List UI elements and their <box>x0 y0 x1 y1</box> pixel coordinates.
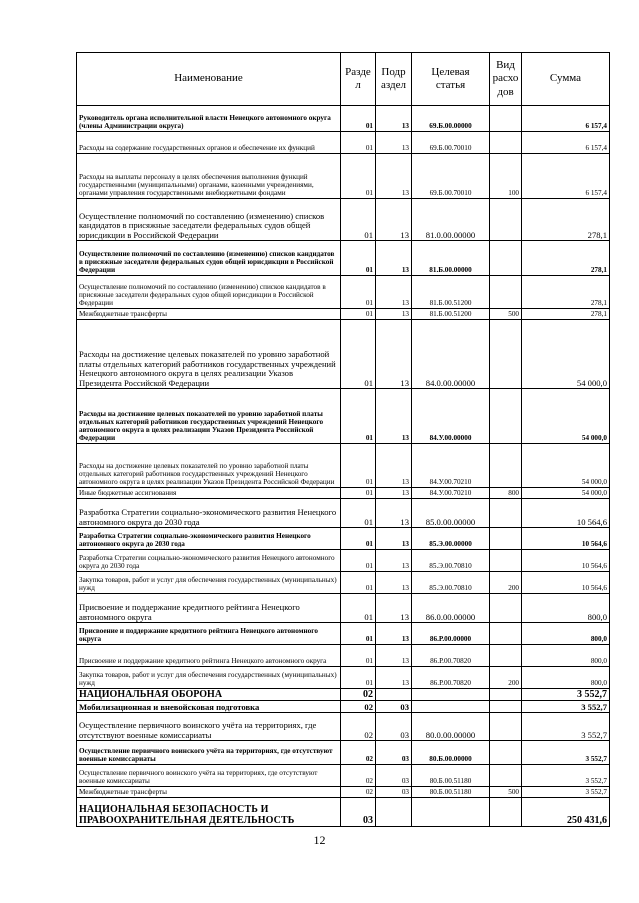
row-name: Осуществление полномочий по составлению (изменению) списков кандидатов в присяжные заседатели федеральных судов общей юрисдикции в Российской Федерации <box>77 199 341 241</box>
row-target: 81.Б.00.00000 <box>412 241 490 276</box>
row-podrazdel: 13 <box>376 199 412 241</box>
row-razdel: 01 <box>341 320 376 389</box>
row-vid <box>490 741 522 765</box>
row-podrazdel: 13 <box>376 132 412 154</box>
row-name: Разработка Стратегии социально-экономического развития Ненецкого автономного округа до 2030 года <box>77 550 341 572</box>
table-row <box>77 199 610 241</box>
row-razdel: 02 <box>341 787 376 798</box>
table-row <box>77 528 610 550</box>
table-row <box>77 241 610 276</box>
row-vid <box>490 528 522 550</box>
row-vid: 800 <box>490 488 522 499</box>
table-row <box>77 689 610 701</box>
row-podrazdel: 13 <box>376 623 412 645</box>
row-vid <box>490 199 522 241</box>
row-razdel: 01 <box>341 154 376 199</box>
table-row <box>77 701 610 713</box>
row-vid <box>490 389 522 444</box>
row-target: 69.Б.00.70010 <box>412 154 490 199</box>
row-name: Присвоение и поддержание кредитного рейтинга Ненецкого автономного округа <box>77 623 341 645</box>
row-vid <box>490 765 522 787</box>
row-podrazdel: 03 <box>376 741 412 765</box>
table-row <box>77 488 610 499</box>
row-podrazdel: 13 <box>376 154 412 199</box>
row-target: 84.У.00.70210 <box>412 488 490 499</box>
row-sum: 10 564,6 <box>522 572 610 594</box>
row-name: Мобилизационная и вневойсковая подготовка <box>77 701 341 713</box>
row-target: 86.Р.00.70820 <box>412 667 490 689</box>
row-sum: 278,1 <box>522 309 610 320</box>
row-name: Осуществление полномочий по составлению (изменению) списков кандидатов в присяжные заседатели федеральных судов общей юрисдикции в Российской Федерации <box>77 241 341 276</box>
header-name: Наименование <box>77 53 341 106</box>
row-target: 84.0.00.00000 <box>412 320 490 389</box>
row-vid <box>490 499 522 528</box>
row-podrazdel: 13 <box>376 389 412 444</box>
row-podrazdel: 13 <box>376 309 412 320</box>
table-row <box>77 798 610 827</box>
row-vid <box>490 701 522 713</box>
row-name: НАЦИОНАЛЬНАЯ БЕЗОПАСНОСТЬ И ПРАВООХРАНИТЕЛЬНАЯ ДЕЯТЕЛЬНОСТЬ <box>77 798 341 827</box>
row-vid <box>490 623 522 645</box>
row-razdel: 03 <box>341 798 376 827</box>
row-target: 86.0.00.00000 <box>412 594 490 623</box>
row-podrazdel: 13 <box>376 594 412 623</box>
row-name: Осуществление первичного воинского учёта на территориях, где отсутствуют военные комиссариаты <box>77 765 341 787</box>
row-razdel: 01 <box>341 528 376 550</box>
row-razdel: 01 <box>341 499 376 528</box>
row-podrazdel: 13 <box>376 499 412 528</box>
row-razdel: 02 <box>341 713 376 741</box>
row-sum: 800,0 <box>522 623 610 645</box>
row-target <box>412 689 490 701</box>
header-sum: Сумма <box>522 53 610 106</box>
row-podrazdel: 13 <box>376 572 412 594</box>
row-name: Расходы на достижение целевых показателей по уровню заработной платы отдельных категорий работников государственных учреждений Ненецкого автономного округа в целях реализации Указов Президента Российской Федерации <box>77 444 341 488</box>
row-podrazdel: 03 <box>376 765 412 787</box>
row-podrazdel: 13 <box>376 444 412 488</box>
table-row <box>77 550 610 572</box>
row-podrazdel: 13 <box>376 320 412 389</box>
row-target: 86.Р.00.00000 <box>412 623 490 645</box>
row-vid <box>490 320 522 389</box>
row-sum: 3 552,7 <box>522 787 610 798</box>
table-row <box>77 741 610 765</box>
row-sum: 800,0 <box>522 645 610 667</box>
table-row <box>77 444 610 488</box>
row-sum: 54 000,0 <box>522 444 610 488</box>
row-vid <box>490 132 522 154</box>
row-vid <box>490 106 522 132</box>
row-vid <box>490 798 522 827</box>
row-name: Закупка товаров, работ и услуг для обеспечения государственных (муниципальных) нужд <box>77 667 341 689</box>
row-target: 69.Б.00.70010 <box>412 132 490 154</box>
row-podrazdel: 03 <box>376 701 412 713</box>
row-name: Расходы на достижение целевых показателей по уровню заработной платы отдельных категорий работников государственных учреждений Ненецкого автономного округа в целях реализации Указов Президента Российской Федерации <box>77 320 341 389</box>
row-sum: 54 000,0 <box>522 389 610 444</box>
table-row <box>77 309 610 320</box>
table-row <box>77 713 610 741</box>
row-name: Расходы на достижение целевых показателей по уровню заработной платы отдельных категорий работников государственных учреждений Ненецкого автономного округа в целях реализации Указов Президента Российской Федерации <box>77 389 341 444</box>
row-vid: 500 <box>490 309 522 320</box>
row-razdel: 01 <box>341 276 376 309</box>
row-sum: 6 157,4 <box>522 106 610 132</box>
budget-table <box>76 52 610 827</box>
row-podrazdel: 03 <box>376 787 412 798</box>
row-name: Осуществление полномочий по составлению (изменению) списков кандидатов в присяжные заседатели федеральных судов общей юрисдикции в Российской Федерации <box>77 276 341 309</box>
table-row <box>77 787 610 798</box>
row-target: 80.Б.00.00000 <box>412 741 490 765</box>
header-vid: Вид расхо дов <box>490 53 522 106</box>
row-target: 86.Р.00.70820 <box>412 645 490 667</box>
row-razdel: 01 <box>341 645 376 667</box>
row-vid <box>490 713 522 741</box>
row-sum: 278,1 <box>522 199 610 241</box>
row-razdel: 01 <box>341 572 376 594</box>
row-sum: 10 564,6 <box>522 499 610 528</box>
row-podrazdel: 13 <box>376 550 412 572</box>
row-sum: 278,1 <box>522 276 610 309</box>
row-name: Межбюджетные трансферты <box>77 309 341 320</box>
row-podrazdel: 13 <box>376 528 412 550</box>
table-row <box>77 154 610 199</box>
row-sum: 54 000,0 <box>522 320 610 389</box>
row-podrazdel <box>376 689 412 701</box>
row-name: Присвоение и поддержание кредитного рейтинга Ненецкого автономного округа <box>77 594 341 623</box>
row-target: 85.Э.00.70810 <box>412 550 490 572</box>
row-vid: 200 <box>490 667 522 689</box>
row-name: Разработка Стратегии социально-экономического развития Ненецкого автономного округа до 2030 года <box>77 499 341 528</box>
row-razdel: 01 <box>341 199 376 241</box>
table-row <box>77 645 610 667</box>
row-sum: 278,1 <box>522 241 610 276</box>
row-vid: 500 <box>490 787 522 798</box>
row-sum: 3 552,7 <box>522 701 610 713</box>
table-row <box>77 572 610 594</box>
row-vid <box>490 241 522 276</box>
table-row <box>77 106 610 132</box>
row-razdel: 01 <box>341 106 376 132</box>
row-vid: 200 <box>490 572 522 594</box>
row-podrazdel: 13 <box>376 241 412 276</box>
row-razdel: 01 <box>341 132 376 154</box>
row-vid <box>490 594 522 623</box>
row-name: Межбюджетные трансферты <box>77 787 341 798</box>
row-sum: 10 564,6 <box>522 550 610 572</box>
row-razdel: 01 <box>341 444 376 488</box>
row-sum: 3 552,7 <box>522 741 610 765</box>
row-podrazdel <box>376 798 412 827</box>
row-target: 81.Б.00.51200 <box>412 276 490 309</box>
row-sum: 800,0 <box>522 594 610 623</box>
row-razdel: 01 <box>341 623 376 645</box>
row-sum: 3 552,7 <box>522 713 610 741</box>
row-vid <box>490 444 522 488</box>
table-row <box>77 276 610 309</box>
row-target: 69.Б.00.00000 <box>412 106 490 132</box>
row-target <box>412 798 490 827</box>
row-podrazdel: 13 <box>376 667 412 689</box>
header-target: Целевая статья <box>412 53 490 106</box>
page-number: 12 <box>313 833 326 847</box>
table-row <box>77 132 610 154</box>
row-vid <box>490 689 522 701</box>
row-vid <box>490 645 522 667</box>
row-name: Иные бюджетные ассигнования <box>77 488 341 499</box>
row-sum: 54 000,0 <box>522 488 610 499</box>
row-target: 81.Б.00.51200 <box>412 309 490 320</box>
row-vid: 100 <box>490 154 522 199</box>
header-razdel: Разде л <box>341 53 376 106</box>
row-target: 85.Э.00.70810 <box>412 572 490 594</box>
row-razdel: 01 <box>341 594 376 623</box>
row-name: Расходы на выплаты персоналу в целях обеспечения выполнения функций государственными (муниципальными) органами, казенными учреждениями, органами управления государственными внебюджетными фондами <box>77 154 341 199</box>
row-razdel: 01 <box>341 241 376 276</box>
row-razdel: 01 <box>341 667 376 689</box>
table-row <box>77 623 610 645</box>
table-row <box>77 320 610 389</box>
row-razdel: 02 <box>341 741 376 765</box>
row-vid <box>490 550 522 572</box>
row-sum: 10 564,6 <box>522 528 610 550</box>
row-name: НАЦИОНАЛЬНАЯ ОБОРОНА <box>77 689 341 701</box>
row-target <box>412 701 490 713</box>
row-podrazdel: 03 <box>376 713 412 741</box>
row-target: 80.Б.00.51180 <box>412 787 490 798</box>
row-target: 81.0.00.00000 <box>412 199 490 241</box>
row-vid <box>490 276 522 309</box>
row-razdel: 01 <box>341 389 376 444</box>
table-row <box>77 389 610 444</box>
row-razdel: 01 <box>341 309 376 320</box>
table-row <box>77 667 610 689</box>
row-razdel: 02 <box>341 765 376 787</box>
row-target: 85.0.00.00000 <box>412 499 490 528</box>
header-podrazdel: Подр аздел <box>376 53 412 106</box>
row-razdel: 02 <box>341 689 376 701</box>
row-target: 80.0.00.00000 <box>412 713 490 741</box>
row-sum: 6 157,4 <box>522 132 610 154</box>
row-sum: 3 552,7 <box>522 689 610 701</box>
row-razdel: 01 <box>341 488 376 499</box>
row-name: Осуществление первичного воинского учёта на территориях, где отсутствуют военные комиссариаты <box>77 741 341 765</box>
row-podrazdel: 13 <box>376 106 412 132</box>
row-name: Присвоение и поддержание кредитного рейтинга Ненецкого автономного округа <box>77 645 341 667</box>
row-podrazdel: 13 <box>376 276 412 309</box>
table-row <box>77 594 610 623</box>
row-name: Осуществление первичного воинского учёта на территориях, где отсутствуют военные комиссариаты <box>77 713 341 741</box>
table-row <box>77 765 610 787</box>
row-target: 84.У.00.00000 <box>412 389 490 444</box>
row-name: Разработка Стратегии социально-экономического развития Ненецкого автономного округа до 2030 года <box>77 528 341 550</box>
row-target: 85.Э.00.00000 <box>412 528 490 550</box>
table-row <box>77 499 610 528</box>
row-name: Закупка товаров, работ и услуг для обеспечения государственных (муниципальных) нужд <box>77 572 341 594</box>
row-target: 80.Б.00.51180 <box>412 765 490 787</box>
row-name: Расходы на содержание государственных органов и обеспечение их функций <box>77 132 341 154</box>
row-sum: 800,0 <box>522 667 610 689</box>
row-name: Руководитель органа исполнительной власти Ненецкого автономного округа (члены Администрации округа) <box>77 106 341 132</box>
row-razdel: 01 <box>341 550 376 572</box>
row-sum: 3 552,7 <box>522 765 610 787</box>
row-razdel: 02 <box>341 701 376 713</box>
row-sum: 6 157,4 <box>522 154 610 199</box>
row-podrazdel: 13 <box>376 645 412 667</box>
row-target: 84.У.00.70210 <box>412 444 490 488</box>
row-sum: 250 431,6 <box>522 798 610 827</box>
header-row <box>77 53 610 106</box>
row-podrazdel: 13 <box>376 488 412 499</box>
